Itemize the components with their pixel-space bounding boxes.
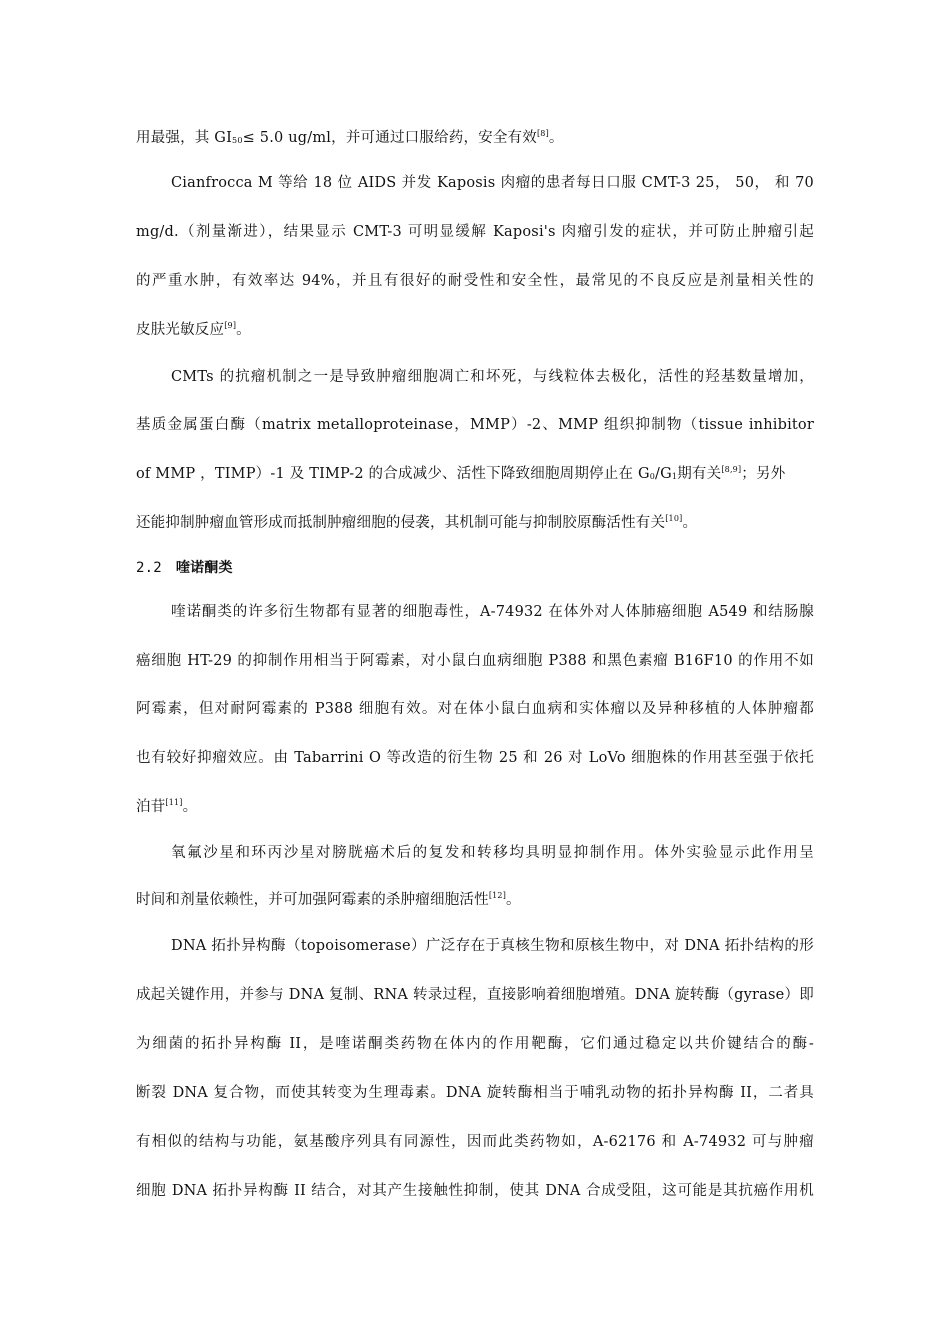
citation: [12] <box>488 891 507 900</box>
paragraph-line: 癌细胞 HT-29 的抑制作用相当于阿霉素，对小鼠白血病细胞 P388 和黑色素瘤 B16F10 的作用不如 <box>136 653 814 669</box>
paragraph-line: 的严重水肿，有效率达 94%，并且有很好的耐受性和安全性，最常见的不良反应是剂量相关性的 <box>136 273 814 289</box>
paragraph-line: 成起关键作用，并参与 DNA 复制、RNA 转录过程，直接影响着细胞增殖。DNA 旋转酶（gyrase）即 <box>136 987 814 1003</box>
paragraph-line: 还能抑制肿瘤血管形成而抵制肿瘤细胞的侵袭，其机制可能与抑制胶原酶活性有关[10]。 <box>136 514 698 531</box>
paragraph-line: 也有较好抑瘤效应。由 Tabarrini O 等改造的衍生物 25 和 26 对 LoVo 细胞株的作用甚至强于依托 <box>136 750 814 766</box>
paragraph-line: 有相似的结构与功能，氨基酸序列具有同源性，因而此类药物如，A-62176 和 A-74932 可与肿瘤 <box>136 1134 814 1150</box>
paragraph-line: 氧氟沙星和环丙沙星对膀胱癌术后的复发和转移均具明显抑制作用。体外实验显示此作用呈 <box>171 845 814 861</box>
paragraph-line: 细胞 DNA 拓扑异构酶 II 结合，对其产生接触性抑制，使其 DNA 合成受阻，这可能是其抗癌作用机 <box>136 1183 814 1199</box>
paragraph-line: 断裂 DNA 复合物，而使其转变为生理毒素。DNA 旋转酶相当于哺乳动物的拓扑异构酶 II，二者具 <box>136 1085 814 1101</box>
paragraph-line: 基质金属蛋白酶（matrix metalloproteinase，MMP）-2、MMP 组织抑制物（tissue inhibitor <box>136 417 814 433</box>
paragraph-line: 时间和剂量依赖性，并可加强阿霉素的杀肿瘤细胞活性[12]。 <box>136 891 521 908</box>
citation: [9] <box>224 321 237 330</box>
citation: [8,9] <box>721 465 742 474</box>
citation: [10] <box>665 514 683 523</box>
paragraph-line: Cianfrocca M 等给 18 位 AIDS 并发 Kaposis 肉瘤的患者每日口服 CMT-3 25， 50， 和 70 <box>171 175 814 191</box>
paragraph-line: 皮肤光敏反应[9]。 <box>136 321 251 338</box>
paragraph-line: DNA 拓扑异构酶（topoisomerase）广泛存在于真核生物和原核生物中，对 DNA 拓扑结构的形 <box>171 938 814 954</box>
paragraph-line: 喹诺酮类的许多衍生物都有显著的细胞毒性，A-74932 在体外对人体肺癌细胞 A549 和结肠腺 <box>171 604 814 620</box>
paragraph-line: CMTs 的抗瘤机制之一是导致肿瘤细胞凋亡和坏死，与线粒体去极化，活性的羟基数量增加， <box>171 369 814 385</box>
paragraph-line: mg/d.（剂量渐进），结果显示 CMT-3 可明显缓解 Kaposi's 肉瘤引发的症状，并可防止肿瘤引起 <box>136 224 814 240</box>
paragraph-line: 阿霉素，但对耐阿霉素的 P388 细胞有效。对在体小鼠白血病和实体瘤以及异种移植的人体肿瘤都 <box>136 701 814 717</box>
citation: [8] <box>536 129 549 138</box>
section-heading <box>136 557 814 579</box>
paragraph-line: 为细菌的拓扑异构酶 II，是喹诺酮类药物在体内的作用靶酶，它们通过稳定以共价键结合的酶- <box>136 1036 814 1052</box>
paragraph-line: of MMP ，TIMP）-1 及 TIMP-2 的合成减少、活性下降致细胞周期停止在 $G_0/G_1$期有关[8,9]；另外 <box>136 465 786 482</box>
citation: [11] <box>165 798 183 807</box>
paragraph-line: 用最强，其 $GI_{50}\le 5.0$ ug/ml，并可通过口服给药，安全有效[8]。 <box>136 129 564 146</box>
section-title: 喹诺酮类 <box>175 560 233 576</box>
section-number: 2.2 <box>136 560 162 576</box>
paragraph-line: 泊苷[11]。 <box>136 798 198 815</box>
